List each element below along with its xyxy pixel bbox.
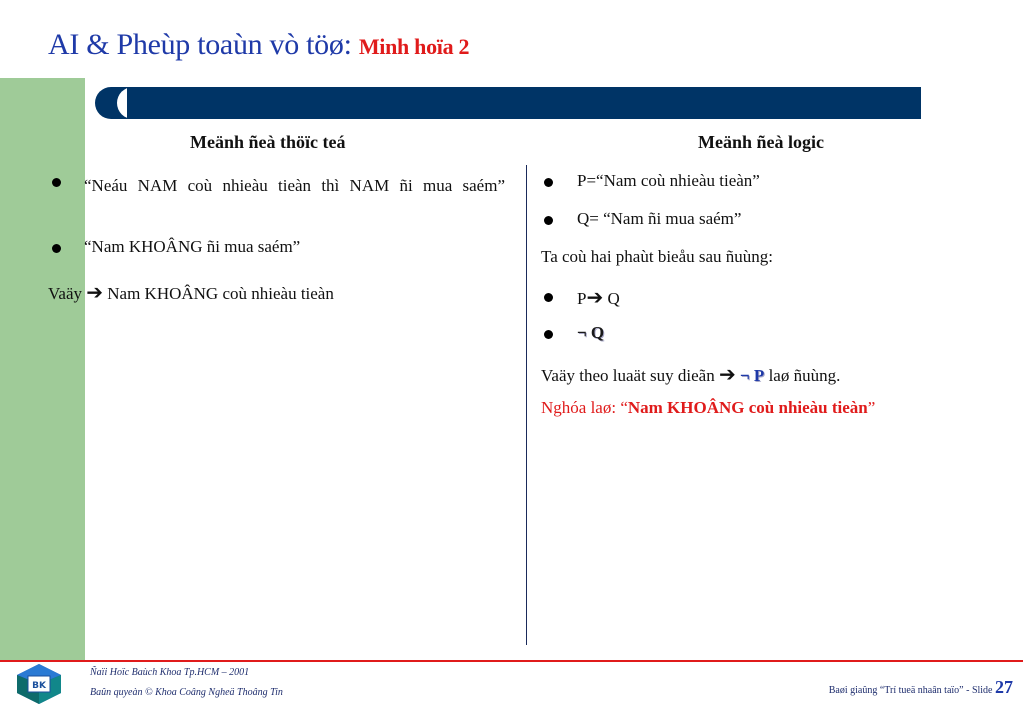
left-bullet-2: “Nam KHOÂNG ñi mua saém” (84, 237, 301, 256)
bullet-dot (544, 330, 553, 339)
rule1-p: P (577, 289, 587, 308)
conclusion-prefix: Vaäy (48, 284, 82, 303)
title-sub: Minh hoïa 2 (358, 34, 470, 59)
bullet-dot (544, 293, 553, 302)
left-bullet-1: “Neáu NAM coù nhieàu tieàn thì NAM ñi mua saém” (84, 176, 505, 195)
slide-title (48, 28, 469, 62)
title-main: AI & Pheùp toaùn vò töø: (48, 28, 359, 61)
meaning-prefix: Nghóa laø: “ (541, 398, 628, 417)
conclusion-text: Nam KHOÂNG coù nhieàu tieàn (107, 284, 334, 303)
header-blue-bar (95, 87, 921, 119)
right-bullet-p: P=“Nam coù nhieàu tieàn” (577, 171, 760, 190)
meaning-bold: Nam KHOÂNG coù nhieàu tieàn (627, 398, 868, 417)
meaning-suffix: ” (867, 398, 876, 417)
bullet-dot (544, 178, 553, 187)
inference-suffix: laø ñuùng. (768, 366, 841, 385)
footer-line-2: Baûn quyeàn © Khoa Coâng Ngheä Thoâng Tin (90, 687, 283, 698)
university-logo-icon (14, 663, 64, 705)
inference-result: ¬ P (739, 366, 765, 385)
left-green-strip (0, 0, 85, 660)
rule1-q: Q (607, 289, 620, 308)
right-arrow-icon: ➔ (718, 362, 736, 386)
inference-line (541, 362, 840, 386)
footer-right (829, 677, 1013, 698)
inference-prefix: Vaäy theo luaät suy dieãn (541, 366, 715, 385)
bullet-dot (52, 178, 61, 187)
bullet-dot (544, 216, 553, 225)
right-arrow-icon: ➔ (86, 280, 103, 304)
right-arrow-icon: ➔ (586, 285, 604, 309)
left-column-header: Meänh ñeà thöïc teá (190, 132, 346, 152)
meaning-line (541, 398, 875, 418)
column-divider (526, 165, 527, 645)
rule-implication (577, 285, 620, 309)
rule-not-q: ¬ Q (577, 323, 605, 342)
right-column-header: Meänh ñeà logic (698, 132, 824, 152)
right-bullet-q: Q= “Nam ñi mua saém” (577, 209, 742, 228)
logo-text: BK (32, 681, 46, 691)
footer-line-1: Ñaïi Hoïc Baùch Khoa Tp.HCM – 2001 (90, 667, 250, 678)
slide-number: 27 (995, 677, 1013, 697)
bullet-dot (52, 244, 61, 253)
header-bar-nub (127, 87, 141, 119)
footer-course-title: Baøi giaûng “Trí tueä nhaân taïo” - Slide (828, 685, 993, 696)
footer-red-line (0, 660, 1023, 662)
rules-intro: Ta coù hai phaùt bieåu sau ñuùng: (541, 247, 774, 266)
left-conclusion (48, 280, 334, 304)
